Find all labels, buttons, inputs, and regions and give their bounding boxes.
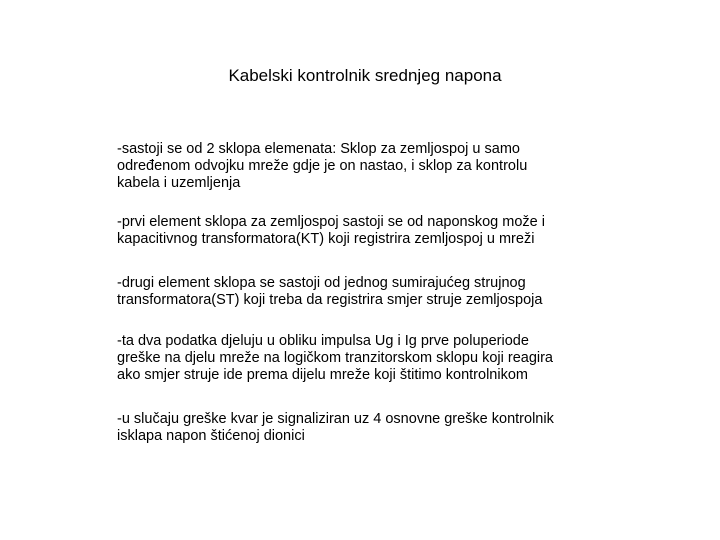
paragraph-line: -drugi element sklopa se sastoji od jednog sumirajućeg strujnog [117,275,526,291]
paragraph-line: kapacitivnog transformatora(KT) koji registrira zemljospoj u mreži [117,231,535,247]
slide-title: Kabelski kontrolnik srednjeg napona [228,66,502,85]
paragraph-line: ako smjer struje ide prema dijelu mreže koji štitimo kontrolnikom [117,367,528,383]
paragraph-line: kabela i uzemljenja [117,175,241,191]
paragraph-line: transformatora(ST) koji treba da registrira smjer struje zemljospoja [117,292,543,308]
paragraph-line: određenom odvojku mreže gdje je on nastao, i sklop za kontrolu [117,158,528,174]
paragraph-line: -ta dva podatka djeluju u obliku impulsa Ug i Ig prve poluperiode [117,333,529,349]
paragraph-line: -sastoji se od 2 sklopa elemenata: Sklop za zemljospoj u samo [117,141,520,157]
paragraph-first-element [117,214,617,248]
paragraph-fault-signal [117,411,617,445]
paragraph-line: -prvi element sklopa za zemljospoj sastoji se od naponskog može i [117,214,545,230]
paragraph-line: greške na djelu mreže na logičkom tranzitorskom sklopu koji reagira [117,350,553,366]
paragraph-line: isklapa napon štićenoj dionici [117,428,305,444]
paragraph-impulse-data [117,333,617,384]
paragraph-second-element [117,275,617,309]
paragraph-two-assemblies [117,141,617,192]
paragraph-line: -u slučaju greške kvar je signaliziran uz 4 osnovne greške kontrolnik [117,411,554,427]
